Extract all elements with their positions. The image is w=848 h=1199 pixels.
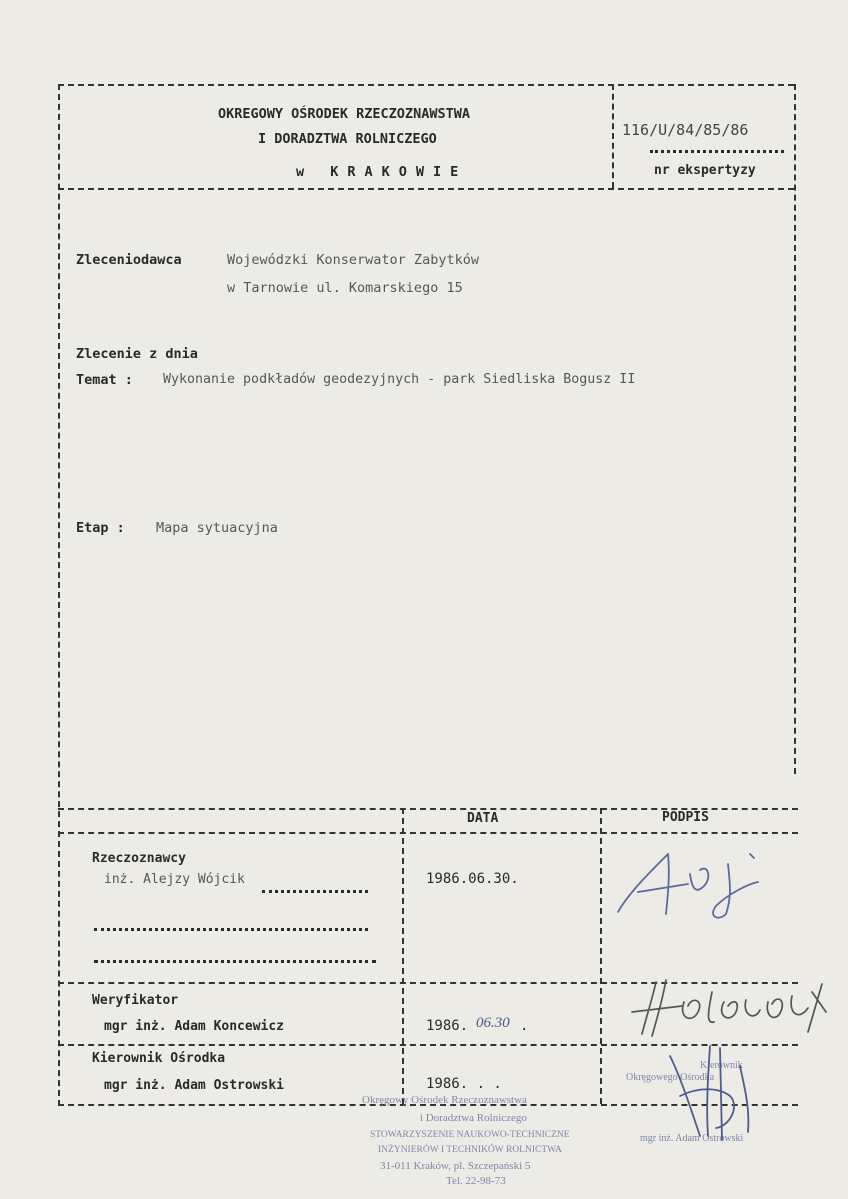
client-address: w Tarnowie ul. Komarskiego 15 — [227, 280, 463, 296]
expert-name: inż. Alejzy Wójcik — [104, 872, 245, 887]
stamp-left-line-3: STOWARZYSZENIE NAUKOWO-TECHNICZNE — [370, 1130, 570, 1140]
verifier-label: Weryfikator — [92, 993, 179, 1008]
client-name: Wojewódzki Konserwator Zabytków — [227, 252, 479, 268]
header-divider — [612, 84, 614, 188]
expertise-number-dots — [650, 150, 784, 153]
client-label: Zleceniodawca — [76, 252, 182, 268]
frame-left-border — [58, 84, 60, 1106]
stamp-left-line-1: Okręgowy Ośrodek Rzeczoznawstwa — [362, 1094, 527, 1106]
stage-label: Etap : — [76, 520, 125, 536]
manager-name: mgr inż. Adam Ostrowski — [104, 1078, 285, 1093]
stamp-left-line-6: Tel. 22-98-73 — [446, 1175, 506, 1187]
verifier-signature-icon — [612, 972, 832, 1044]
org-name-line1: OKREGOWY OŚRODEK RZECZOZNAWSTWA — [218, 106, 470, 122]
table-col-divider-2 — [600, 808, 602, 1104]
stamp-right-line-1: Okręgowego Ośrodka — [626, 1072, 715, 1083]
topic-label: Temat : — [76, 372, 133, 388]
header-bottom-border — [58, 188, 794, 190]
manager-date: 1986. . . — [426, 1076, 502, 1092]
manager-signature-icon — [650, 1036, 780, 1146]
topic-value: Wykonanie podkładów geodezyjnych - park Siedliska Bogusz II — [163, 372, 636, 387]
verifier-date-typed: 1986. — [426, 1018, 469, 1034]
manager-label: Kierownik Ośrodka — [92, 1051, 226, 1066]
header-top-border — [58, 84, 794, 86]
frame-right-border — [794, 84, 796, 774]
expertise-number: 116/U/84/85/86 — [622, 121, 749, 139]
verifier-date-end: . — [520, 1018, 529, 1034]
experts-label: Rzeczoznawcy — [92, 851, 186, 866]
stamp-left-line-2: i Doradztwa Rolniczego — [420, 1112, 527, 1124]
stamp-right-line-2: Kierownik — [700, 1060, 743, 1071]
column-header-date: DATA — [467, 811, 499, 826]
org-name-line2: I DORADZTWA ROLNICZEGO — [258, 131, 437, 147]
column-header-signature: PODPIS — [662, 810, 709, 825]
verifier-date-handwritten: 06.30 — [476, 1015, 510, 1031]
stamp-left-line-4: INŻYNIERÓW I TECHNIKÓW ROLNICTWA — [378, 1145, 562, 1155]
stamp-left-line-5: 31-011 Kraków, pl. Szczepański 5 — [380, 1160, 531, 1172]
order-date-label: Zlecenie z dnia — [76, 346, 198, 362]
verifier-name: mgr inż. Adam Koncewicz — [104, 1019, 285, 1034]
expert-name-dots — [262, 890, 368, 893]
expert-blank-line-1 — [94, 928, 368, 931]
stage-value: Mapa sytuacyjna — [156, 520, 278, 536]
expert-blank-line-2 — [94, 960, 376, 963]
expert-date: 1986.06.30. — [426, 871, 519, 887]
expert-signature-icon — [608, 834, 778, 924]
stamp-right-line-3: mgr inż. Adam Ostrowski — [640, 1133, 744, 1144]
table-col-divider-1 — [402, 808, 404, 1104]
org-name-line3: w KRAKOWIE — [296, 164, 468, 180]
expertise-label: nr ekspertyzy — [654, 163, 756, 178]
